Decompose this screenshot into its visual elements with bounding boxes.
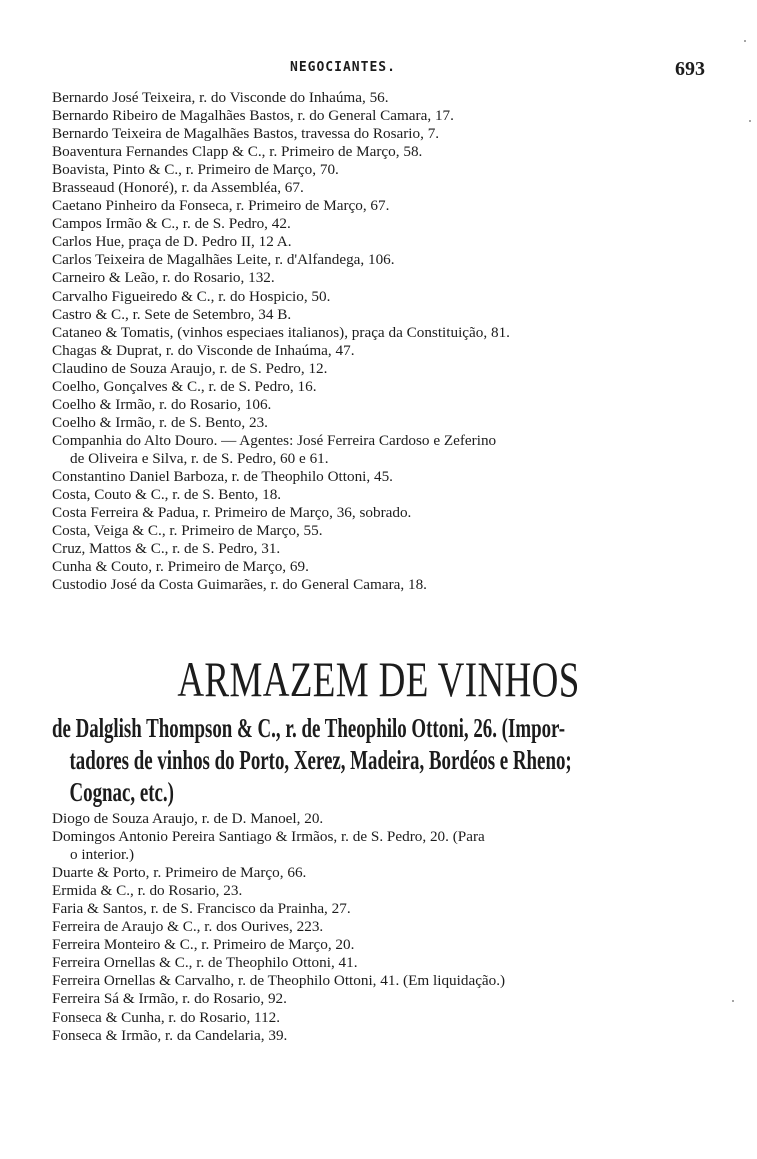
merchant-entry: Ferreira Ornellas & C., r. de Theophilo Ottoni, 41. xyxy=(52,954,358,972)
merchant-entry: Ferreira de Araujo & C., r. dos Ourives, 223. xyxy=(52,918,324,936)
merchant-entry: Costa Ferreira & Padua, r. Primeiro de Março, 36, sobrado. xyxy=(52,504,412,522)
merchant-entry: Boaventura Fernandes Clapp & C., r. Primeiro de Março, 58. xyxy=(52,143,423,161)
advert-heading: ARMAZEM DE VINHOS xyxy=(177,651,580,707)
merchant-entry: Ferreira Sá & Irmão, r. do Rosario, 92. xyxy=(52,990,287,1008)
merchant-entry-continuation: de Oliveira e Silva, r. de S. Pedro, 60 e 61. xyxy=(70,449,329,467)
merchant-entry: Chagas & Duprat, r. do Visconde de Inhaúma, 47. xyxy=(52,341,355,359)
page-header xyxy=(0,56,757,80)
merchant-entry: Cruz, Mattos & C., r. de S. Pedro, 31. xyxy=(52,540,281,558)
merchant-entry: Coelho, Gonçalves & C., r. de S. Pedro, 16. xyxy=(52,377,317,395)
advert-line: tadores de vinhos do Porto, Xerez, Madeira, Bordéos e Rheno; xyxy=(69,745,572,775)
merchant-entry: Ferreira Monteiro & C., r. Primeiro de Março, 20. xyxy=(52,936,355,954)
merchant-entry: Claudino de Souza Araujo, r. de S. Pedro, 12. xyxy=(52,359,328,377)
merchant-entry: Carlos Hue, praça de D. Pedro II, 12 A. xyxy=(52,233,292,251)
merchant-entry: Boavista, Pinto & C., r. Primeiro de Março, 70. xyxy=(52,161,339,179)
merchant-list-bottom xyxy=(52,810,714,1045)
merchant-entry: Bernardo José Teixeira, r. do Visconde do Inhaúma, 56. xyxy=(52,89,389,106)
print-speck xyxy=(744,40,746,42)
advert-body xyxy=(52,712,752,808)
merchant-entry: Custodio José da Costa Guimarães, r. do General Camara, 18. xyxy=(52,576,427,594)
merchant-entry: Diogo de Souza Araujo, r. de D. Manoel, 20. xyxy=(52,810,324,827)
merchant-entry: Ermida & C., r. do Rosario, 23. xyxy=(52,882,243,900)
merchant-entry: Bernardo Ribeiro de Magalhães Bastos, r. do General Camara, 17. xyxy=(52,107,454,125)
merchant-entry: Carneiro & Leão, r. do Rosario, 132. xyxy=(52,269,275,287)
merchant-entry: Castro & C., r. Sete de Setembro, 34 B. xyxy=(52,305,292,323)
merchant-entry: Brasseaud (Honoré), r. da Assembléa, 67. xyxy=(52,179,304,197)
merchant-entry: Campos Irmão & C., r. de S. Pedro, 42. xyxy=(52,215,291,233)
section-title: NEGOCIANTES. xyxy=(290,60,396,75)
merchant-entry: Ferreira Ornellas & Carvalho, r. de Theophilo Ottoni, 41. (Em liquidação.) xyxy=(52,972,506,990)
merchant-entry-continuation: o interior.) xyxy=(70,846,135,864)
merchant-entry: Fonseca & Irmão, r. da Candelaria, 39. xyxy=(52,1026,288,1044)
page-number: 693 xyxy=(675,58,705,80)
merchant-entry: Faria & Santos, r. de S. Francisco da Prainha, 27. xyxy=(52,900,351,918)
print-speck xyxy=(749,120,751,122)
merchant-entry: Coelho & Irmão, r. do Rosario, 106. xyxy=(52,395,272,413)
merchant-entry: Constantino Daniel Barboza, r. de Theophilo Ottoni, 45. xyxy=(52,467,393,485)
merchant-list-top xyxy=(52,89,714,594)
merchant-entry: Companhia do Alto Douro. — Agentes: José Ferreira Cardoso e Zeferino xyxy=(52,431,497,449)
merchant-entry: Caetano Pinheiro da Fonseca, r. Primeiro de Março, 67. xyxy=(52,197,390,215)
merchant-entry: Domingos Antonio Pereira Santiago & Irmãos, r. de S. Pedro, 20. (Para xyxy=(52,828,485,846)
merchant-entry: Duarte & Porto, r. Primeiro de Março, 66. xyxy=(52,864,307,882)
advert-line: Cognac, etc.) xyxy=(69,777,174,807)
merchant-entry: Carlos Teixeira de Magalhães Leite, r. d'Alfandega, 106. xyxy=(52,251,395,269)
merchant-entry: Costa, Veiga & C., r. Primeiro de Março, 55. xyxy=(52,522,323,540)
merchant-entry: Bernardo Teixeira de Magalhães Bastos, travessa do Rosario, 7. xyxy=(52,125,440,143)
merchant-entry: Cunha & Couto, r. Primeiro de Março, 69. xyxy=(52,558,309,576)
merchant-entry: Cataneo & Tomatis, (vinhos especiaes italianos), praça da Constituição, 81. xyxy=(52,323,510,341)
merchant-entry: Costa, Couto & C., r. de S. Bento, 18. xyxy=(52,486,282,504)
merchant-entry: Carvalho Figueiredo & C., r. do Hospicio, 50. xyxy=(52,287,331,305)
advert-line: de Dalglish Thompson & C., r. de Theophilo Ottoni, 26. (Impor- xyxy=(52,713,566,743)
print-speck xyxy=(732,1000,734,1002)
merchant-entry: Fonseca & Cunha, r. do Rosario, 112. xyxy=(52,1008,281,1026)
merchant-entry: Coelho & Irmão, r. de S. Bento, 23. xyxy=(52,413,268,431)
